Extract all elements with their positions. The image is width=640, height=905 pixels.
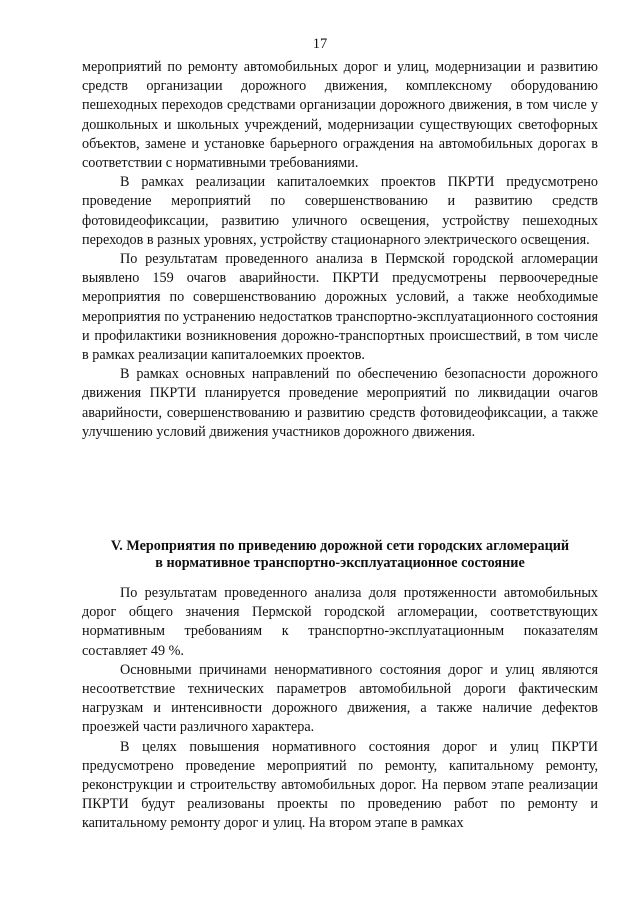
paragraph-accident-hotspots: По результатам проведенного анализа в Пермской городской агломерации выявлено 159 очагов аварийности. ПКРТИ предусмотрены первоочередные мероприятия по совершенствованию дорожных условий, а также необходимые мероприятия по устранению недостатков транспортно-эксплуатационного состояния и профилактики возникновения дорожно-транспортных происшествий, в том числе в рамках реализации капиталоемких проектов. (82, 251, 598, 364)
paragraph-capital-projects: В рамках реализации капиталоемких проектов ПКРТИ предусмотрено проведение мероприятий по совершенствованию и развитию средств фотовидеофиксации, развитию уличного освещения, устройству пешеходных переходов в разных уровнях, устройству стационарного электрического освещения. (82, 174, 598, 248)
section-heading-line-2: в нормативное транспортно-эксплуатационное состояние (155, 555, 525, 571)
paragraph-road-safety: В рамках основных направлений по обеспечению безопасности дорожного движения ПКРТИ планируется проведение мероприятий по ликвидации очагов аварийности, совершенствованию и развитию средств фотовидеофиксации, а также улучшению условий движения участников дорожного движения. (82, 366, 598, 440)
paragraph-analysis-share: По результатам проведенного анализа доля протяженности автомобильных дорог общего значения Пермской городской агломерации, соответствующих нормативным требованиям к транспортно-эксплуатационным показателям составляет 49 %. (82, 585, 598, 659)
page-number: 17 (312, 36, 328, 52)
paragraph-continuation: мероприятий по ремонту автомобильных дорог и улиц, модернизации и развитию средств организации дорожного движения, комплексному оборудованию пешеходных переходов средствами организации дорожного движения, в том числе у дошкольных и школьных учреждений, модернизации существующих светофорных объектов, замене и установке барьерного ограждения на автомобильных дорогах в соответствии с нормативными требованиями. (82, 59, 598, 172)
section-body-top (82, 58, 598, 442)
paragraph-causes: Основными причинами ненормативного состояния дорог и улиц являются несоответствие технических параметров автомобильной дороги фактическим нагрузкам и интенсивности дорожного движения, а также наличие дефектов проезжей части различного характера. (82, 661, 598, 736)
section-body-bottom (82, 584, 598, 834)
paragraph-measures: В целях повышения нормативного состояния дорог и улиц ПКРТИ предусмотрено проведение мероприятий по ремонту, капитальному ремонту, реконструкции и строительству автомобильных дорог. На первом этапе реализации ПКРТИ будут реализованы проекты по проведению работ по ремонту и капитальному ремонту дорог и улиц. На втором этапе в рамках (82, 738, 598, 832)
section-heading-line-1: V. Мероприятия по приведению дорожной сети городских агломераций (110, 538, 570, 554)
section-heading (62, 538, 618, 572)
